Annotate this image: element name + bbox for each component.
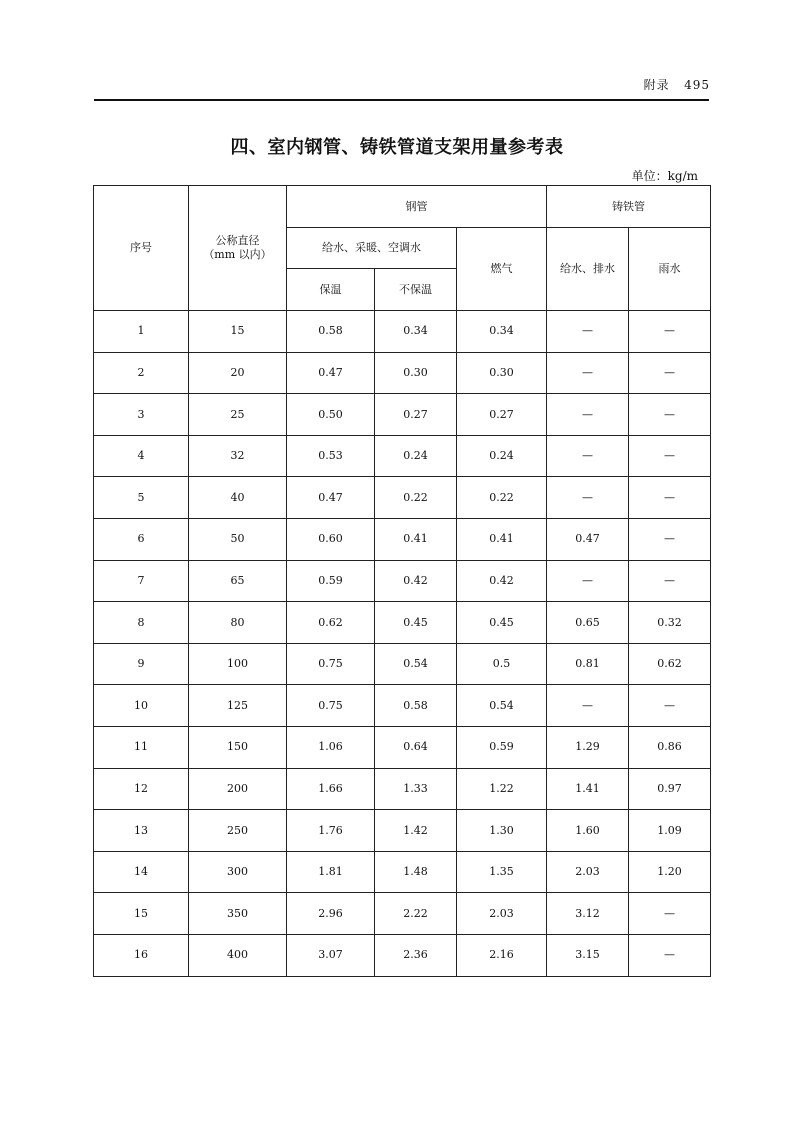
cell-gas: 1.35: [457, 851, 547, 893]
cell-seq: 8: [94, 602, 189, 644]
cell-castiron-water: —: [547, 352, 629, 394]
cell-steel-uninsulated: 0.42: [375, 560, 457, 602]
table-row: [94, 560, 711, 602]
header-diameter-line2: （mm 以内）: [203, 248, 272, 261]
cell-castiron-water: 0.65: [547, 602, 629, 644]
cell-seq: 4: [94, 435, 189, 477]
cell-seq: 2: [94, 352, 189, 394]
table-row: [94, 602, 711, 644]
cell-castiron-water: 3.15: [547, 934, 629, 976]
cell-seq: 1: [94, 311, 189, 353]
cell-castiron-water: —: [547, 477, 629, 519]
cell-seq: 3: [94, 394, 189, 436]
header-gas: 燃气: [457, 228, 547, 311]
header-water-drain: 给水、排水: [547, 228, 629, 311]
cell-diameter: 40: [189, 477, 287, 519]
cell-diameter: 32: [189, 435, 287, 477]
cell-castiron-rain: —: [629, 352, 711, 394]
cell-diameter: 25: [189, 394, 287, 436]
table-row: [94, 810, 711, 852]
cell-seq: 11: [94, 726, 189, 768]
header-cast-iron: 铸铁管: [547, 186, 711, 228]
cell-gas: 0.5: [457, 643, 547, 685]
table-row: [94, 311, 711, 353]
cell-steel-uninsulated: 1.48: [375, 851, 457, 893]
unit-label: 单位：kg/m: [631, 169, 698, 183]
cell-gas: 2.03: [457, 893, 547, 935]
header-uninsulated: 不保温: [375, 269, 457, 311]
table-row: [94, 851, 711, 893]
cell-steel-insulated: 0.53: [287, 435, 375, 477]
cell-seq: 10: [94, 685, 189, 727]
cell-castiron-rain: —: [629, 518, 711, 560]
cell-steel-uninsulated: 0.58: [375, 685, 457, 727]
cell-steel-insulated: 0.47: [287, 352, 375, 394]
cell-steel-insulated: 0.47: [287, 477, 375, 519]
cell-diameter: 100: [189, 643, 287, 685]
cell-diameter: 350: [189, 893, 287, 935]
cell-castiron-rain: —: [629, 311, 711, 353]
table-row: [94, 643, 711, 685]
table-row: [94, 477, 711, 519]
cell-diameter: 125: [189, 685, 287, 727]
cell-steel-insulated: 0.59: [287, 560, 375, 602]
cell-gas: 0.41: [457, 518, 547, 560]
cell-seq: 12: [94, 768, 189, 810]
cell-gas: 0.45: [457, 602, 547, 644]
cell-steel-uninsulated: 1.33: [375, 768, 457, 810]
cell-gas: 2.16: [457, 934, 547, 976]
cell-steel-uninsulated: 0.30: [375, 352, 457, 394]
cell-castiron-rain: —: [629, 934, 711, 976]
cell-castiron-rain: 1.09: [629, 810, 711, 852]
cell-castiron-water: 0.81: [547, 643, 629, 685]
cell-steel-uninsulated: 0.45: [375, 602, 457, 644]
cell-gas: 0.42: [457, 560, 547, 602]
cell-seq: 16: [94, 934, 189, 976]
cell-gas: 1.30: [457, 810, 547, 852]
cell-steel-uninsulated: 2.22: [375, 893, 457, 935]
cell-steel-insulated: 0.50: [287, 394, 375, 436]
table-row: [94, 435, 711, 477]
cell-castiron-rain: 1.20: [629, 851, 711, 893]
cell-castiron-water: 1.29: [547, 726, 629, 768]
cell-castiron-water: 3.12: [547, 893, 629, 935]
header-row-1: [94, 186, 711, 228]
table-row: [94, 893, 711, 935]
cell-steel-uninsulated: 0.27: [375, 394, 457, 436]
cell-gas: 0.30: [457, 352, 547, 394]
table-row: [94, 685, 711, 727]
cell-castiron-rain: —: [629, 394, 711, 436]
cell-steel-insulated: 0.62: [287, 602, 375, 644]
cell-castiron-rain: —: [629, 893, 711, 935]
cell-seq: 15: [94, 893, 189, 935]
cell-castiron-rain: —: [629, 685, 711, 727]
cell-gas: 0.59: [457, 726, 547, 768]
cell-castiron-rain: —: [629, 435, 711, 477]
table-row: [94, 726, 711, 768]
cell-castiron-rain: 0.97: [629, 768, 711, 810]
cell-castiron-water: —: [547, 435, 629, 477]
cell-diameter: 20: [189, 352, 287, 394]
cell-gas: 0.27: [457, 394, 547, 436]
cell-castiron-rain: 0.62: [629, 643, 711, 685]
cell-steel-uninsulated: 0.22: [375, 477, 457, 519]
header-seq: 序号: [94, 186, 189, 311]
header-diameter: [189, 186, 287, 311]
cell-castiron-water: —: [547, 685, 629, 727]
cell-diameter: 50: [189, 518, 287, 560]
header-rule: [94, 99, 709, 101]
header-steel: 钢管: [287, 186, 547, 228]
cell-steel-uninsulated: 0.41: [375, 518, 457, 560]
cell-castiron-rain: —: [629, 560, 711, 602]
cell-seq: 6: [94, 518, 189, 560]
cell-diameter: 250: [189, 810, 287, 852]
cell-diameter: 300: [189, 851, 287, 893]
page-number: 495: [684, 78, 710, 92]
cell-castiron-water: 2.03: [547, 851, 629, 893]
cell-diameter: 150: [189, 726, 287, 768]
cell-steel-uninsulated: 1.42: [375, 810, 457, 852]
cell-steel-insulated: 0.60: [287, 518, 375, 560]
cell-castiron-rain: —: [629, 477, 711, 519]
cell-steel-insulated: 1.81: [287, 851, 375, 893]
cell-steel-insulated: 3.07: [287, 934, 375, 976]
cell-diameter: 200: [189, 768, 287, 810]
table-row: [94, 518, 711, 560]
cell-castiron-water: 1.60: [547, 810, 629, 852]
header-insulated: 保温: [287, 269, 375, 311]
header-water-hvac: 给水、采暖、空调水: [287, 228, 457, 269]
table-row: [94, 768, 711, 810]
header-diameter-line1: 公称直径: [215, 234, 260, 248]
cell-steel-uninsulated: 0.54: [375, 643, 457, 685]
cell-steel-uninsulated: 0.24: [375, 435, 457, 477]
table-row: [94, 394, 711, 436]
table-row: [94, 352, 711, 394]
running-head: [620, 76, 710, 93]
running-head-section: 附录: [643, 78, 670, 92]
cell-steel-insulated: 0.75: [287, 643, 375, 685]
cell-steel-uninsulated: 0.64: [375, 726, 457, 768]
cell-diameter: 400: [189, 934, 287, 976]
cell-seq: 9: [94, 643, 189, 685]
cell-gas: 1.22: [457, 768, 547, 810]
cell-castiron-water: —: [547, 311, 629, 353]
page-title: 四、室内钢管、铸铁管道支架用量参考表: [230, 137, 564, 158]
cell-steel-insulated: 1.66: [287, 768, 375, 810]
cell-castiron-water: —: [547, 394, 629, 436]
cell-castiron-rain: 0.32: [629, 602, 711, 644]
cell-seq: 14: [94, 851, 189, 893]
cell-castiron-water: 1.41: [547, 768, 629, 810]
cell-steel-insulated: 0.75: [287, 685, 375, 727]
cell-seq: 13: [94, 810, 189, 852]
cell-gas: 0.34: [457, 311, 547, 353]
cell-castiron-rain: 0.86: [629, 726, 711, 768]
table-row: [94, 934, 711, 976]
cell-diameter: 65: [189, 560, 287, 602]
cell-steel-uninsulated: 0.34: [375, 311, 457, 353]
cell-castiron-water: 0.47: [547, 518, 629, 560]
cell-diameter: 15: [189, 311, 287, 353]
cell-gas: 0.54: [457, 685, 547, 727]
cell-steel-insulated: 2.96: [287, 893, 375, 935]
cell-steel-insulated: 1.06: [287, 726, 375, 768]
header-rain: 雨水: [629, 228, 711, 311]
cell-gas: 0.24: [457, 435, 547, 477]
cell-gas: 0.22: [457, 477, 547, 519]
cell-steel-insulated: 0.58: [287, 311, 375, 353]
cell-seq: 7: [94, 560, 189, 602]
cell-castiron-water: —: [547, 560, 629, 602]
support-weight-table: [93, 185, 711, 977]
cell-seq: 5: [94, 477, 189, 519]
cell-diameter: 80: [189, 602, 287, 644]
cell-steel-insulated: 1.76: [287, 810, 375, 852]
cell-steel-uninsulated: 2.36: [375, 934, 457, 976]
